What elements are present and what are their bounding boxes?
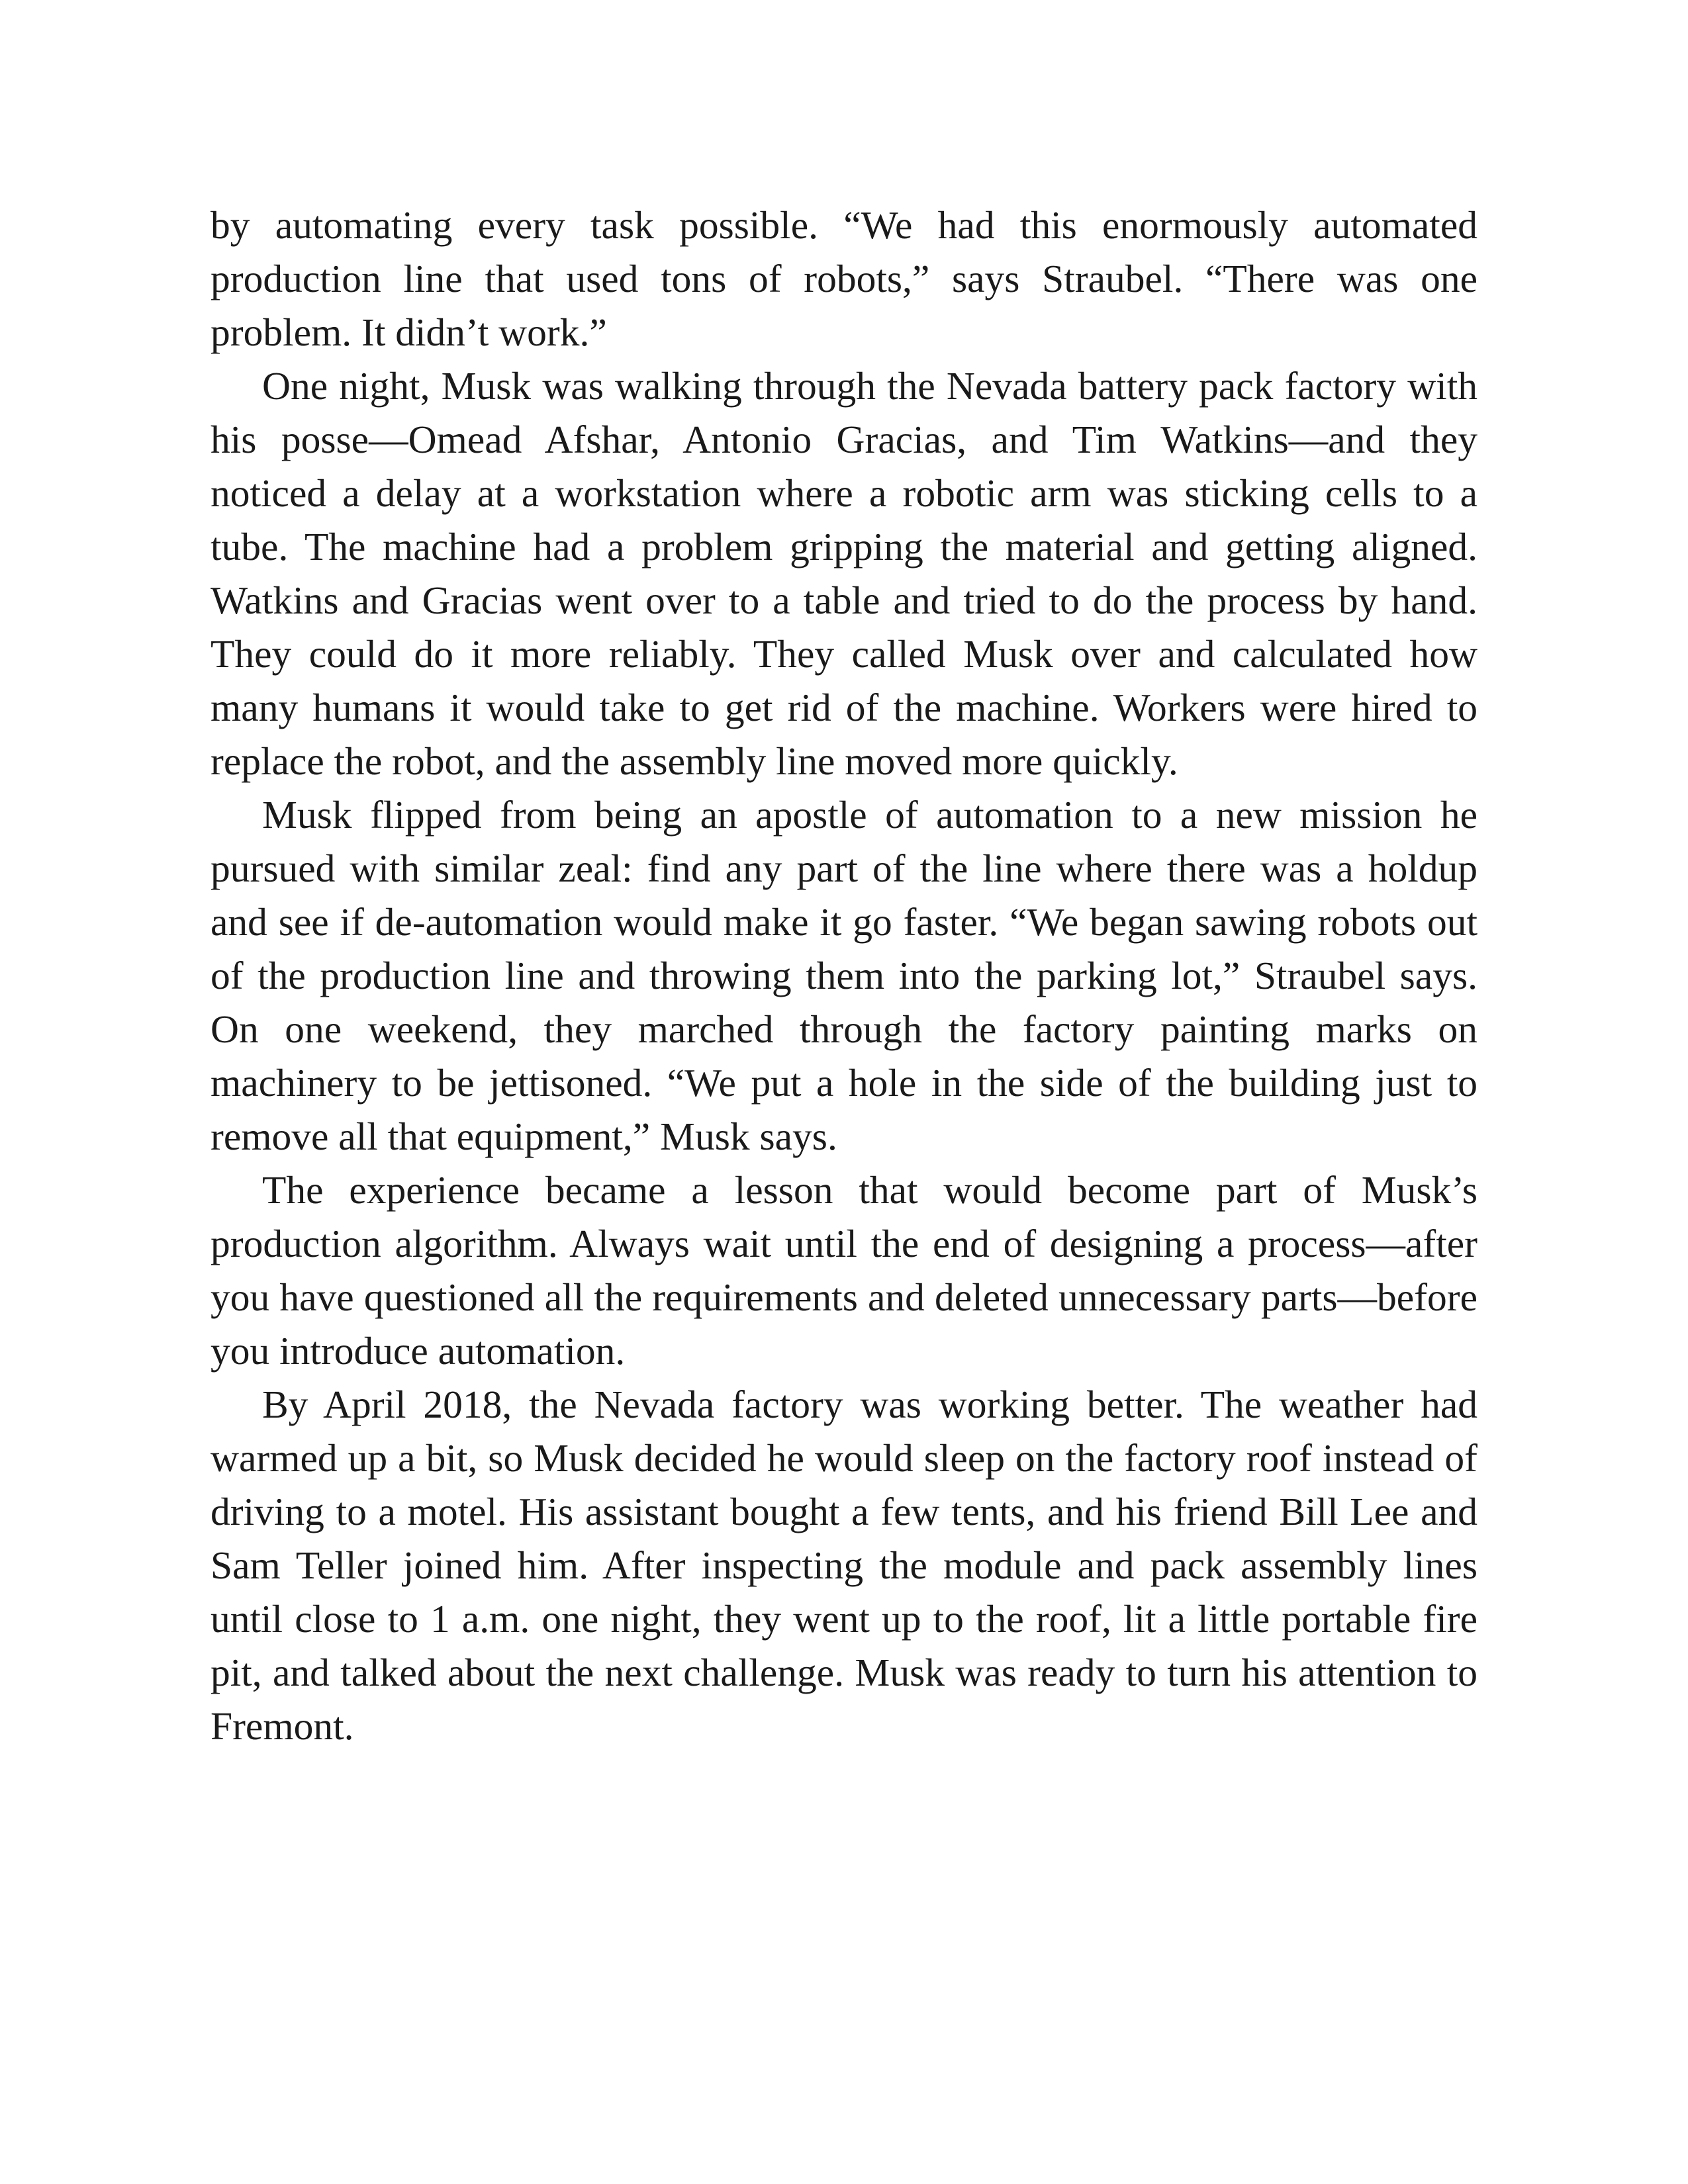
paragraph-4: The experience became a lesson that would become part of Musk’s production algorithm. Always wait until the end of designing a process—after you have questioned all the requirements and deleted unnecessary parts—before you introduce automation. <box>211 1168 1477 1373</box>
paragraph-5: By April 2018, the Nevada factory was working better. The weather had warmed up a bit, so Musk decided he would sleep on the factory roof instead of driving to a motel. His assistant bought a few tents, and his friend Bill Lee and Sam Teller joined him. After inspecting the module and pack assembly lines until close to 1 a.m. one night, they went up to the roof, lit a little portable fire pit, and talked about the next challenge. Musk was ready to turn his attention to Fremont. <box>211 1383 1477 1748</box>
paragraph-3: Musk flipped from being an apostle of automation to a new mission he pursued with similar zeal: find any part of the line where there was a holdup and see if de-automation would make it go faster. “We began sawing robots out of the production line and throwing them into the parking lot,” Straubel says. On one weekend, they marched through the factory painting marks on machinery to be jettisoned. “We put a hole in the side of the building just to remove all that equipment,” Musk says. <box>211 793 1477 1158</box>
paragraph-2: One night, Musk was walking through the Nevada battery pack factory with his posse—Omead Afshar, Antonio Gracias, and Tim Watkins—and they noticed a delay at a workstation where a robotic arm was sticking cells to a tube. The machine had a problem gripping the material and getting aligned. Watkins and Gracias went over to a table and tried to do the process by hand. They could do it more reliably. They called Musk over and calculated how many humans it would take to get rid of the machine. Workers were hired to replace the robot, and the assembly line moved more quickly. <box>211 364 1477 783</box>
page-body <box>211 199 1477 1753</box>
paragraph-1: by automating every task possible. “We had this enormously automated production line that used tons of robots,” says Straubel. “There was one problem. It didn’t work.” <box>211 203 1477 354</box>
